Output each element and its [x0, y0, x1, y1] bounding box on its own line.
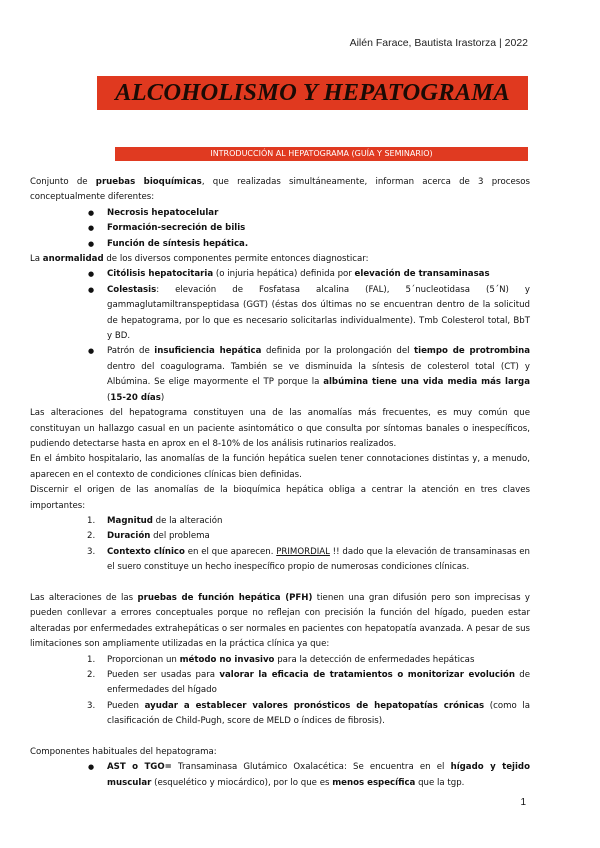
section-heading: INTRODUCCIÓN AL HEPATOGRAMA (GUÍA Y SEMINARIO)	[210, 149, 433, 158]
document-body	[30, 175, 530, 791]
list-item: 3. Contexto clínico en el que aparecen. PRIMORDIAL !! dado que la elevación de transaminasas en el suero constituye un hecho inespecífico propio de numerosas condiciones clínicas.	[87, 546, 530, 573]
list-item: ● Formación-secreción de bilis	[30, 221, 530, 236]
list-item: ● Patrón de insuficiencia hepática definida por la prolongación del tiempo de protrombina dentro del coagulograma. También se ve disminuida la síntesis de colesterol total (CT) y Albúmina. Se elige mayormente el TP porque la albúmina tiene una vida media más larga (15-20 días)	[30, 344, 530, 406]
keys-list	[30, 514, 530, 576]
uses-list	[30, 653, 530, 730]
page-number: 1	[520, 797, 526, 808]
process-list	[30, 206, 530, 252]
list-item: 1. Magnitud de la alteración	[87, 515, 223, 526]
components-heading: Componentes habituales del hepatograma:	[30, 747, 217, 757]
list-item: 2. Pueden ser usadas para valorar la eficacia de tratamientos o monitorizar evolución de enfermedades del hígado	[87, 669, 530, 696]
paragraph: Las alteraciones del hepatograma constituyen una de las anomalías más frecuentes, es muy común que constituyan un hallazgo casual en un paciente asintomático o que consulta por síntomas banales o inespecíficos, pudiendo detectarse hasta en aprox en el 8-10% de los análisis rutinarios realizados.	[30, 408, 530, 449]
list-item: ● Citólisis hepatocitaria (o injuria hepática) definida por elevación de transaminasas	[30, 267, 530, 282]
document-title: ALCOHOLISMO Y HEPATOGRAMA	[115, 79, 510, 106]
paragraph: En el ámbito hospitalario, las anomalías de la función hepática suelen tener connotaciones distintas y, a menudo, aparecen en el contexto de condiciones clínicas bien definidas.	[30, 454, 530, 480]
components-list	[30, 760, 530, 791]
intro-paragraph: Conjunto de pruebas bioquímicas, que realizadas simultáneamente, informan acerca de 3 procesos conceptualmente diferentes:	[30, 177, 530, 203]
list-item: ● AST o TGO= Transaminasa Glutámico Oxalacética: Se encuentra en el hígado y tejido muscular (esquelético y miocárdico), por lo que es menos específica que la tgp.	[30, 760, 530, 791]
list-item: 2. Duración del problema	[87, 531, 210, 542]
list-item: 3. Pueden ayudar a establecer valores pronósticos de hepatopatías crónicas (como la clasificación de Child-Pugh, score de MELD o índices de fibrosis).	[87, 700, 530, 727]
abnormality-paragraph: La anormalidad de los diversos componentes permite entonces diagnosticar:	[30, 254, 369, 265]
list-item: ● Función de síntesis hepática.	[30, 237, 530, 252]
pfh-paragraph: Las alteraciones de las pruebas de función hepática (PFH) tienen una gran difusión pero son imprecisas y pueden conllevar a errores conceptuales porque no reflejan con precisión la función del hígado, pueden estar alteradas por enfermedades extrahepáticas o ser normales en pacientes con hepatopatía avanzada. A pesar de sus limitaciones son ampliamente utilizadas en la práctica clínica ya que:	[30, 592, 530, 650]
list-item: ● Colestasis: elevación de Fosfatasa alcalina (FAL), 5´nucleotidasa (5´N) y gammaglutamiltranspeptidasa (GGT) (éstas dos últimas no se encuentran dentro de la solicitud de hepatograma, por lo que es necesario solicitarlas individualmente). Tmb Colesterol total, BbT y BD.	[30, 283, 530, 345]
diagnosis-list	[30, 267, 530, 406]
header-authors: Ailén Farace, Bautista Irastorza | 2022	[349, 37, 528, 49]
list-item: ● Necrosis hepatocelular	[30, 206, 530, 221]
list-item: 1. Proporcionan un método no invasivo para la detección de enfermedades hepáticas	[87, 654, 475, 665]
paragraph: Discernir el origen de las anomalías de la bioquímica hepática obliga a centrar la atención en tres claves importantes:	[30, 485, 530, 511]
